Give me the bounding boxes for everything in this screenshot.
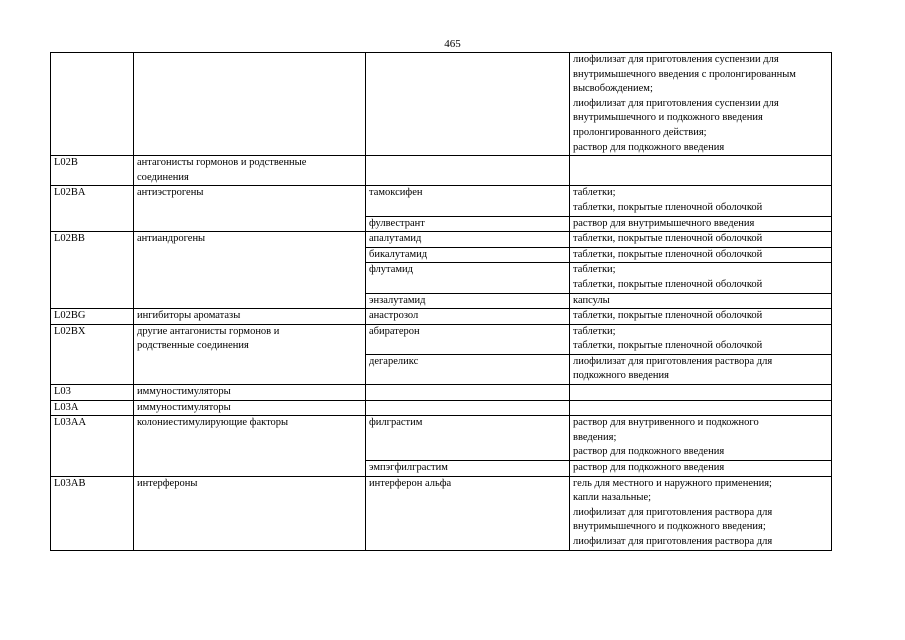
drug-name-cell: анастрозол xyxy=(366,309,570,325)
group-name-cell xyxy=(134,232,366,309)
table-row xyxy=(51,232,832,248)
atc-code-cell: L02BX xyxy=(51,324,134,384)
atc-code-cell: L02BG xyxy=(51,309,134,325)
group-name-cell xyxy=(134,186,366,232)
dosage-form-line: капли назальные; xyxy=(573,492,652,504)
dosage-forms-cell xyxy=(570,461,832,477)
group-name-line: другие антагонисты гормонов и xyxy=(137,325,280,337)
table-row xyxy=(51,476,832,550)
dosage-form-line: подкожного введения xyxy=(573,370,669,382)
dosage-form-line: пролонгированного действия; xyxy=(573,126,707,138)
dosage-forms-cell xyxy=(570,53,832,156)
table-row xyxy=(51,416,832,461)
dosage-forms-cell xyxy=(570,263,832,293)
group-name-cell xyxy=(134,309,366,325)
group-name-cell xyxy=(134,156,366,186)
drug-name-cell xyxy=(366,385,570,401)
group-name-cell xyxy=(134,476,366,550)
dosage-forms-cell xyxy=(570,416,832,461)
atc-code-cell: L02BA xyxy=(51,186,134,232)
dosage-forms-cell xyxy=(570,216,832,232)
dosage-form-line: таблетки, покрытые пленочной оболочкой xyxy=(573,233,763,245)
dosage-forms-cell xyxy=(570,232,832,248)
atc-code-cell: L03AB xyxy=(51,476,134,550)
dosage-form-line: таблетки, покрытые пленочной оболочкой xyxy=(573,201,763,213)
dosage-forms-cell xyxy=(570,309,832,325)
dosage-forms-cell xyxy=(570,385,832,401)
atc-code-cell: L03A xyxy=(51,400,134,416)
group-name-line: иммуностимуляторы xyxy=(137,401,231,413)
dosage-form-line: таблетки, покрытые пленочной оболочкой xyxy=(573,340,763,352)
dosage-form-line: таблетки, покрытые пленочной оболочкой xyxy=(573,310,763,322)
drug-name-cell: филграстим xyxy=(366,416,570,461)
drug-name-cell: дегареликс xyxy=(366,354,570,384)
dosage-form-line: таблетки; xyxy=(573,264,616,276)
table-row xyxy=(51,156,832,186)
group-name-line: антагонисты гормонов и родственные xyxy=(137,157,307,169)
dosage-form-line: внутримышечного введения с пролонгированным xyxy=(573,68,796,80)
drug-name-cell: интерферон альфа xyxy=(366,476,570,550)
dosage-form-line: лиофилизат для приготовления раствора для xyxy=(573,506,773,518)
group-name-line: колониестимулирующие факторы xyxy=(137,417,289,429)
dosage-form-line: раствор для внутримышечного введения xyxy=(573,217,755,229)
drug-name-cell xyxy=(366,156,570,186)
group-name-line: интерфероны xyxy=(137,477,198,489)
dosage-form-line: внутримышечного и подкожного введения; xyxy=(573,521,766,533)
dosage-form-line: раствор для подкожного введения xyxy=(573,462,725,474)
dosage-forms-cell xyxy=(570,400,832,416)
drug-name-cell: фулвестрант xyxy=(366,216,570,232)
group-name-line: ингибиторы ароматазы xyxy=(137,310,241,322)
group-name-cell xyxy=(134,400,366,416)
dosage-form-line: таблетки; xyxy=(573,187,616,199)
dosage-form-line: таблетки; xyxy=(573,325,616,337)
group-name-cell xyxy=(134,53,366,156)
group-name-cell xyxy=(134,385,366,401)
drug-name-cell: тамоксифен xyxy=(366,186,570,216)
group-name-line: антиэстрогены xyxy=(137,187,204,199)
dosage-form-line: высвобождением; xyxy=(573,83,653,95)
drug-classification-table xyxy=(50,52,832,551)
dosage-forms-cell xyxy=(570,476,832,550)
atc-code-cell: L02BB xyxy=(51,232,134,309)
dosage-form-line: введения; xyxy=(573,431,617,443)
table-row xyxy=(51,53,832,156)
dosage-form-line: раствор для подкожного введения xyxy=(573,141,725,153)
dosage-forms-cell xyxy=(570,324,832,354)
dosage-form-line: внутримышечного и подкожного введения xyxy=(573,112,763,124)
drug-name-cell xyxy=(366,400,570,416)
group-name-line: иммуностимуляторы xyxy=(137,386,231,398)
dosage-form-line: раствор для внутривенного и подкожного xyxy=(573,417,759,429)
page-number: 465 xyxy=(444,38,461,50)
group-name-cell xyxy=(134,416,366,476)
drug-name-cell: бикалутамид xyxy=(366,247,570,263)
drug-name-cell: энзалутамид xyxy=(366,293,570,309)
drug-name-cell: апалутамид xyxy=(366,232,570,248)
dosage-forms-cell xyxy=(570,186,832,216)
table-row xyxy=(51,186,832,216)
atc-code-cell xyxy=(51,53,134,156)
drug-name-cell: флутамид xyxy=(366,263,570,293)
table-row xyxy=(51,385,832,401)
atc-code-cell: L03AA xyxy=(51,416,134,476)
group-name-line: соединения xyxy=(137,171,189,183)
drug-name-cell xyxy=(366,53,570,156)
group-name-line: родственные соединения xyxy=(137,340,249,352)
group-name-line: антиандрогены xyxy=(137,233,206,245)
dosage-forms-cell xyxy=(570,354,832,384)
dosage-form-line: лиофилизат для приготовления раствора для xyxy=(573,355,773,367)
group-name-cell xyxy=(134,324,366,384)
dosage-form-line: гель для местного и наружного применения; xyxy=(573,477,772,489)
dosage-form-line: лиофилизат для приготовления суспензии для xyxy=(573,97,779,109)
dosage-form-line: лиофилизат для приготовления суспензии для xyxy=(573,54,779,65)
atc-code-cell: L03 xyxy=(51,385,134,401)
dosage-forms-cell xyxy=(570,293,832,309)
dosage-form-line: капсулы xyxy=(573,294,610,306)
dosage-form-line: таблетки, покрытые пленочной оболочкой xyxy=(573,278,763,290)
drug-name-cell: эмпэгфилграстим xyxy=(366,461,570,477)
table-row xyxy=(51,309,832,325)
dosage-forms-cell xyxy=(570,247,832,263)
table-row xyxy=(51,324,832,354)
dosage-form-line: лиофилизат для приготовления раствора для xyxy=(573,536,773,547)
dosage-form-line: раствор для подкожного введения xyxy=(573,446,725,458)
dosage-forms-cell xyxy=(570,156,832,186)
atc-code-cell: L02B xyxy=(51,156,134,186)
drug-name-cell: абиратерон xyxy=(366,324,570,354)
table-row xyxy=(51,400,832,416)
dosage-form-line: таблетки, покрытые пленочной оболочкой xyxy=(573,248,763,260)
